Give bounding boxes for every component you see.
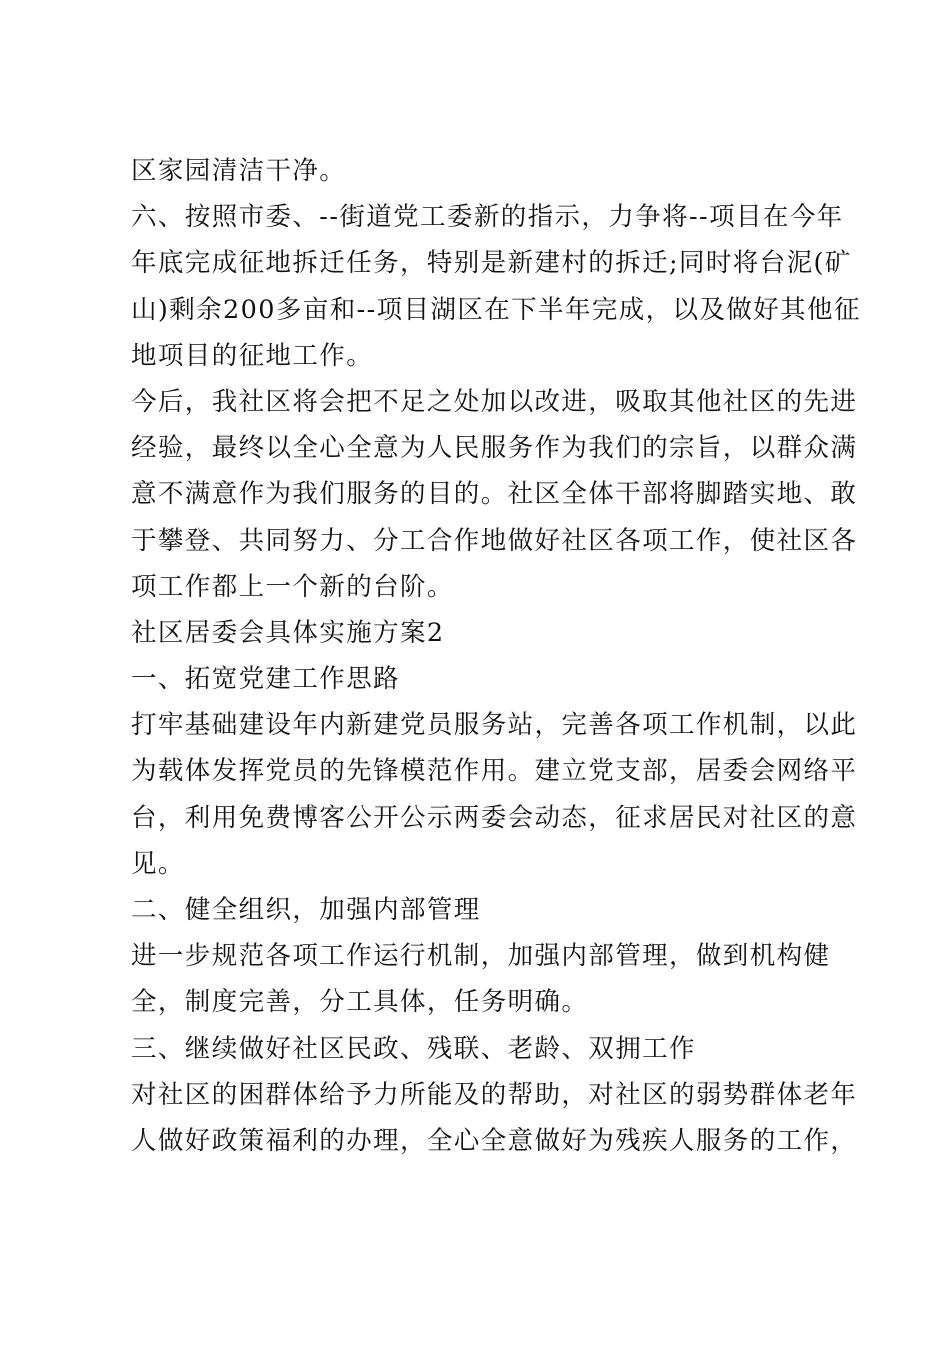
text-line: 区家园清洁干净。	[131, 156, 347, 186]
text-line: 打牢基础建设年内新建党员服务站，完善各项工作机制，以此	[131, 710, 858, 741]
text-line: 全，制度完善，分工具体，任务明确。	[131, 987, 589, 1018]
text-line: 意不满意作为我们服务的目的。社区全体干部将脚踏实地、敢	[131, 479, 858, 510]
subsection-heading: 一、拓宽党建工作思路	[131, 664, 401, 695]
text-line: 经验，最终以全心全意为人民服务作为我们的宗旨，以群众满	[131, 433, 858, 464]
text-line: 六、按照市委、--街道党工委新的指示，力争将--项目在今年	[131, 202, 844, 233]
text-line: 见。	[131, 848, 185, 879]
subsection-heading: 三、继续做好社区民政、残联、老龄、双拥工作	[131, 1033, 696, 1064]
text-line: 山)剩余200多亩和--项目湖区在下半年完成，以及做好其他征	[131, 294, 861, 325]
text-line: 台，利用免费博客公开公示两委会动态，征求居民对社区的意	[131, 802, 858, 833]
text-line: 项工作都上一个新的台阶。	[131, 571, 454, 602]
subsection-heading: 二、健全组织，加强内部管理	[131, 895, 481, 925]
text-line: 今后，我社区将会把不足之处加以改进，吸取其他社区的先进	[131, 386, 858, 417]
text-line: 于攀登、共同努力、分工合作地做好社区各项工作，使社区各	[131, 525, 858, 556]
text-line: 人做好政策福利的办理，全心全意做好为残疾人服务的工作，	[131, 1125, 858, 1156]
text-line: 进一步规范各项工作运行机制，加强内部管理，做到机构健	[131, 941, 831, 972]
text-line: 为载体发挥党员的先锋模范作用。建立党支部，居委会网络平	[131, 756, 858, 787]
text-line: 对社区的困群体给予力所能及的帮助，对社区的弱势群体老年	[131, 1079, 858, 1110]
text-line: 地项目的征地工作。	[131, 340, 374, 371]
text-line: 年底完成征地拆迁任务，特别是新建村的拆迁;同时将台泥(矿	[131, 248, 852, 279]
document-body	[131, 148, 861, 1164]
section-heading: 社区居委会具体实施方案2	[131, 617, 445, 648]
